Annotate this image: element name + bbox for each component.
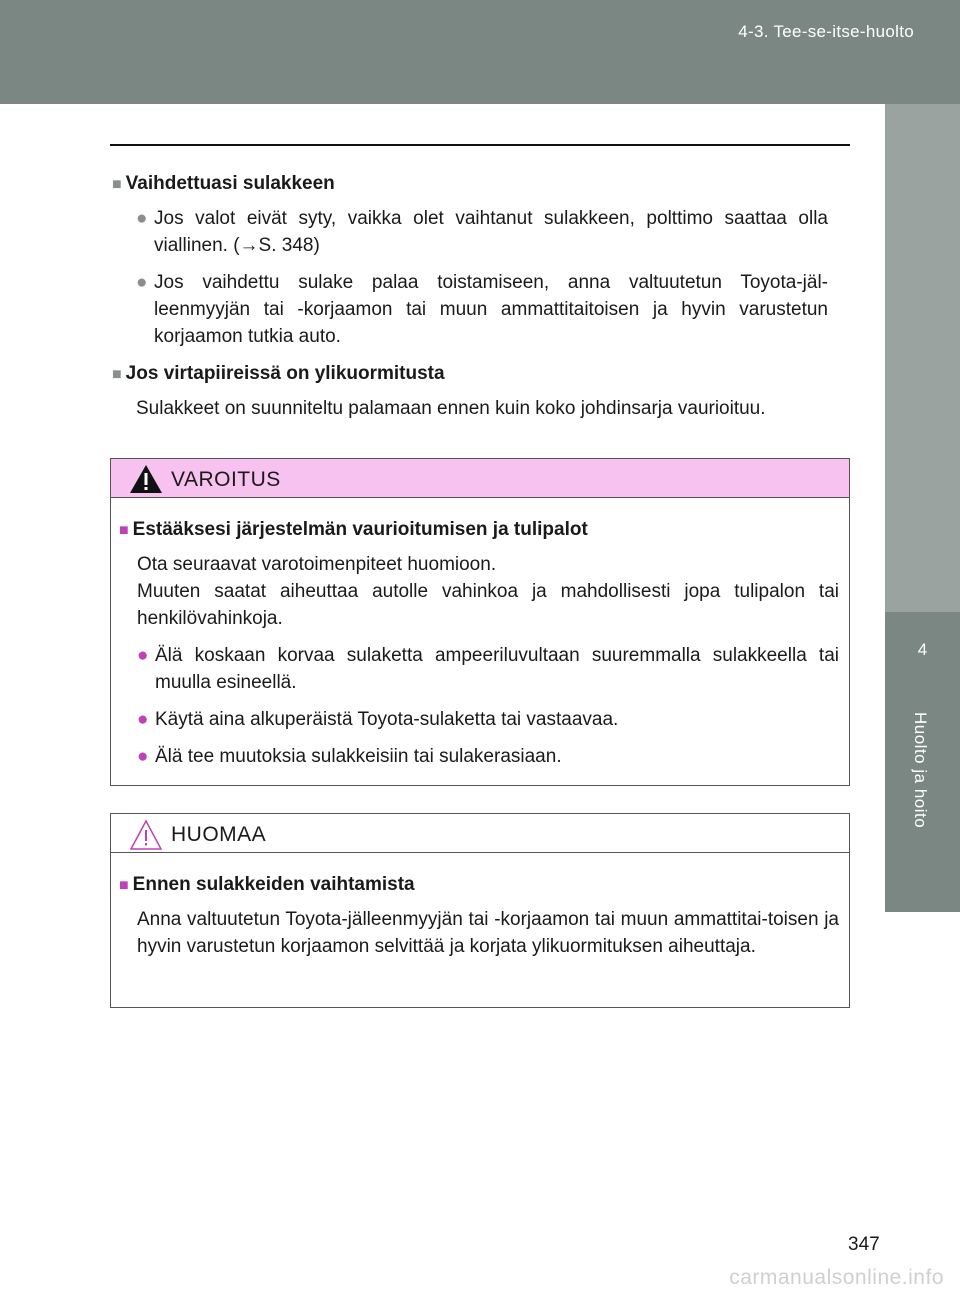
circle-bullet-icon: ● bbox=[136, 272, 148, 293]
notice-title: HUOMAA bbox=[171, 823, 267, 846]
circle-bullet-icon: ● bbox=[137, 645, 149, 666]
header-band bbox=[0, 0, 960, 104]
warning-box bbox=[110, 458, 850, 786]
warning-header bbox=[111, 459, 849, 498]
notice-body bbox=[111, 853, 849, 982]
notice-heading: ■ Ennen sulakkeiden vaihtamista bbox=[119, 874, 415, 895]
list-item: ● Älä tee muutoksia sulakkeisiin tai sulakerasiaan. bbox=[119, 743, 839, 770]
list-item: ● Jos vaihdettu sulake palaa toistamiseen, anna valtuutetun Toyota-jäl-leenmyyjän tai -korjaamon tai muun ammattitaitoisen ja hyvin varustetun korjaamon tutkia auto. bbox=[112, 269, 828, 350]
notice-header bbox=[111, 814, 849, 853]
paragraph: Ota seuraavat varotoimenpiteet huomioon. Muuten saatat aiheuttaa autolle vahinkoa ja mahdollisesti jopa tulipalon tai henkilövahinkoja. bbox=[137, 554, 839, 629]
list-item: ● Käytä aina alkuperäistä Toyota-sulaketta tai vastaavaa. bbox=[119, 706, 839, 733]
warning-title: VAROITUS bbox=[171, 468, 281, 491]
square-bullet-icon: ■ bbox=[119, 877, 129, 894]
square-bullet-icon: ■ bbox=[112, 366, 122, 383]
circle-bullet-icon: ● bbox=[136, 208, 148, 229]
notice-box bbox=[110, 813, 850, 1008]
warning-triangle-icon bbox=[129, 464, 163, 494]
top-divider bbox=[110, 144, 850, 146]
page-number: 347 bbox=[848, 1234, 880, 1255]
circle-bullet-icon: ● bbox=[137, 709, 149, 730]
section-heading: ■ Vaihdettuasi sulakkeen bbox=[112, 173, 335, 194]
square-bullet-icon: ■ bbox=[119, 522, 129, 539]
warning-body bbox=[111, 498, 849, 792]
section-heading: ■ Jos virtapiireissä on ylikuormitusta bbox=[112, 363, 445, 384]
warning-heading: ■ Estääksesi järjestelmän vaurioitumisen ja tulipalot bbox=[119, 519, 588, 540]
paragraph: Anna valtuutetun Toyota-jälleenmyyjän tai -korjaamon tai muun ammattitai-toisen ja hyvin varustetun korjaamon selvittää ja korjata ylikuormituksen aiheuttaja. bbox=[137, 909, 839, 957]
caution-triangle-icon bbox=[129, 819, 163, 851]
list-item: ● Jos valot eivät syty, vaikka olet vaihtanut sulakkeen, polttimo saattaa olla viallinen. (→S. 348) bbox=[112, 205, 828, 259]
square-bullet-icon: ■ bbox=[112, 176, 122, 193]
watermark: carmanualsonline.info bbox=[729, 1266, 944, 1289]
paragraph: Sulakkeet on suunniteltu palamaan ennen kuin koko johdinsarja vaurioituu. bbox=[136, 398, 766, 419]
circle-bullet-icon: ● bbox=[137, 746, 149, 767]
side-tab-upper bbox=[885, 104, 960, 612]
section-title: 4-3. Tee-se-itse-huolto bbox=[738, 22, 914, 41]
chapter-label: Huolto ja hoito bbox=[911, 712, 930, 829]
list-item: ● Älä koskaan korvaa sulaketta ampeeriluvultaan suuremmalla sulakkeella tai muulla esineellä. bbox=[119, 642, 839, 696]
side-tab-chapter bbox=[885, 612, 960, 912]
chapter-number: 4 bbox=[917, 640, 928, 659]
main-content bbox=[112, 170, 828, 432]
